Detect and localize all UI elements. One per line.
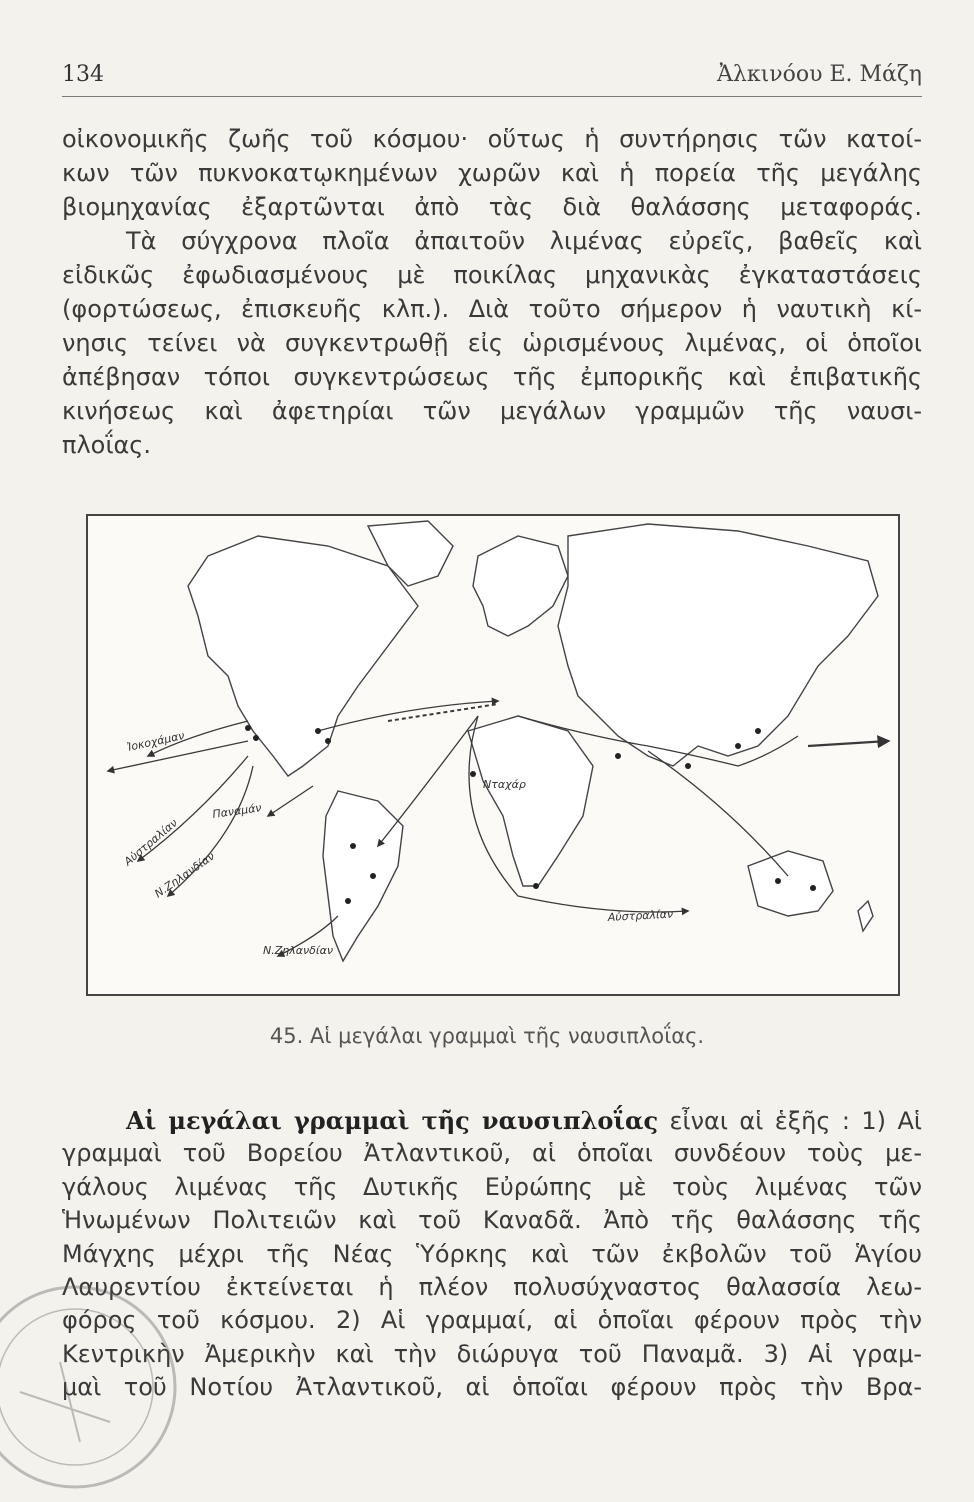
port-dot xyxy=(470,771,476,777)
europe xyxy=(473,536,568,636)
text-line: κινήσεως καὶ ἀφετηρίαι τῶν μεγάλων γραμμῶν τῆς ναυσι- xyxy=(62,397,922,425)
text-line: ἀπέβησαν τόποι συγκεντρώσεως τῆς ἐμπορικῆς καὶ ἐπιβατικῆς xyxy=(62,363,922,391)
port-dot xyxy=(685,763,691,769)
text-line: γραμμαὶ τοῦ Βορείου Ἀτλαντικοῦ, αἱ ὁποῖαι συνδέουν τοὺς με- xyxy=(62,1139,922,1168)
text-line: φόρος τοῦ κόσμου. 2) Αἱ γραμμαί, αἱ ὁποῖαι φέρουν πρὸς τὴν xyxy=(62,1306,922,1335)
world-map-figure xyxy=(88,516,898,994)
text-line: εἰδικῶς ἐφωδιασμένους μὲ ποικίλας μηχανικὰς ἐγκαταστάσεις xyxy=(62,261,922,289)
label-australia: Αὐστραλίαν xyxy=(607,907,674,924)
page-number: 134 xyxy=(62,62,104,87)
port-dot xyxy=(775,878,781,884)
port-dot xyxy=(810,885,816,891)
south-america xyxy=(323,791,403,961)
text-line: βιομηχανίας ἐξαρτῶνται ἀπὸ τὰς διὰ θαλάσσης μεταφοράς. xyxy=(62,193,922,221)
landmasses xyxy=(188,521,878,961)
text-line: Τὰ σύγχρονα πλοῖα ἀπαιτοῦν λιμένας εὐρεῖς, βαθεῖς καὶ xyxy=(126,227,922,255)
label-australia-route: Αὐστραλίαν xyxy=(121,816,180,869)
paragraph-shipping-lines xyxy=(62,1104,922,1405)
label-new-zealand-route: Ν.Ζηλανδίαν xyxy=(152,849,218,901)
page-header xyxy=(62,62,922,96)
text-line: γάλους λιμένας τῆς Δυτικῆς Εὐρώπης μὲ τοὺς λιμένας τῶν xyxy=(62,1172,922,1201)
route-south-atlantic xyxy=(378,716,478,846)
paragraph-intro xyxy=(62,122,922,462)
africa xyxy=(468,716,593,886)
route-panama xyxy=(268,786,313,816)
label-yokohama: Ἰοκοχάμαν xyxy=(125,729,186,754)
text-line: Μάγχης μέχρι τῆς Νέας Ὑόρκης καὶ τῶν ἐκβολῶν τοῦ Ἁγίου xyxy=(62,1239,922,1268)
header-rule xyxy=(62,96,922,97)
label-new-zealand-south: Ν.Ζηλανδίαν xyxy=(263,944,333,957)
new-zealand xyxy=(858,901,873,931)
port-dot xyxy=(615,753,621,759)
north-america xyxy=(188,536,418,776)
port-dot xyxy=(370,873,376,879)
port-dot xyxy=(755,728,761,734)
text-line: Κεντρικὴν Ἀμερικὴν καὶ τὴν διώρυγα τοῦ Παναμᾶ. 3) Αἱ γραμ- xyxy=(62,1339,922,1368)
port-dot xyxy=(253,735,259,741)
text-line: μαὶ τοῦ Νοτίου Ἀτλαντικοῦ, αἱ ὁποῖαι φέρουν πρὸς τὴν Βρα- xyxy=(62,1373,922,1402)
port-dot xyxy=(735,743,741,749)
text-line: κων τῶν πυκνοκατῳκημένων χωρῶν καὶ ἡ πορεία τῆς μεγάλης xyxy=(62,159,922,187)
port-dot xyxy=(315,728,321,734)
shipping-routes-map xyxy=(86,514,900,996)
port-dot xyxy=(325,738,331,744)
text-line: Λαυρεντίου ἐκτείνεται ἡ πλέον πολυσύχναστος θαλασσία λεω- xyxy=(62,1272,922,1301)
text-line: πλοΐας. xyxy=(62,431,151,459)
running-title: Ἀλκινόου Ε. Μάζη xyxy=(717,62,922,87)
library-stamp xyxy=(0,1272,190,1502)
text-line xyxy=(62,1104,922,1137)
text-line: νησις τείνει νὰ συγκεντρωθῇ εἰς ὡρισμένους λιμένας, οἱ ὁποῖοι xyxy=(62,329,922,357)
text-line: (φορτώσεως, ἐπισκευῆς κλπ.). Διὰ τοῦτο σήμερον ἡ ναυτικὴ κί- xyxy=(62,295,922,323)
port-dot xyxy=(345,898,351,904)
label-dakar: Νταχάρ xyxy=(483,778,526,791)
label-panama: Παναμάν xyxy=(211,801,263,821)
australia xyxy=(748,851,833,916)
port-dot xyxy=(350,843,356,849)
figure-caption: 45. Αἱ μεγάλαι γραμμαὶ τῆς ναυσιπλοΐας. xyxy=(269,1024,705,1048)
route-pacific-east xyxy=(808,741,888,746)
text-line: οἰκονομικῆς ζωῆς τοῦ κόσμου· οὕτως ἡ συντήρησις τῶν κατοί- xyxy=(62,125,922,153)
lead-rest: εἶναι αἱ ἑξῆς : 1) Αἱ xyxy=(658,1107,922,1135)
asia xyxy=(558,524,878,766)
bold-lead: Αἱ μεγάλαι γραμμαὶ τῆς ναυσιπλοΐας xyxy=(126,1106,659,1135)
text-line: Ἡνωμένων Πολιτειῶν καὶ τοῦ Καναδᾶ. Ἀπὸ τῆς θαλάσσης τῆς xyxy=(62,1206,922,1235)
port-dot xyxy=(533,883,539,889)
route-india-australia xyxy=(648,751,788,876)
port-dot xyxy=(245,725,251,731)
